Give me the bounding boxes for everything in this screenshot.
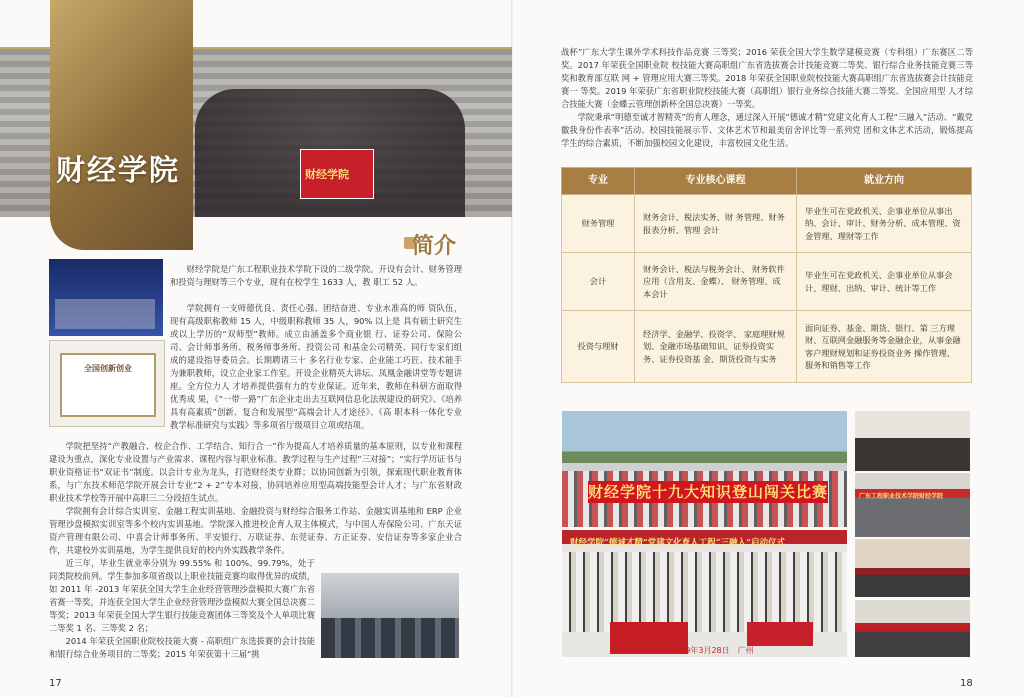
- table-cell-career: 毕业生可在党政机关、企事业单位从事出纳、会计、审计、财务分析、成本管理、资金管理、理财等工作: [797, 195, 972, 253]
- hiking-event-photo: [562, 411, 847, 527]
- photo-banner: [300, 149, 374, 199]
- table-header-courses: 专业核心课程: [635, 168, 797, 195]
- ceremony-banner: [747, 622, 813, 646]
- classroom-photo: [321, 573, 459, 658]
- certificate-frame: [60, 353, 156, 417]
- culture-paragraph: 学院秉承“明德至诚才智精英”的育人理念，通过深入开展“德诚才精”党建文化育人工程“三融入”活动、“戴党徽我身份作表率”活动、校园技能展示节、文体艺术节和最美宿舍评比等一系列党 团和文体艺术活动，锻炼提高学生的综合素质，不断加强校园文化建设，丰富校园文化生活。: [561, 112, 973, 148]
- table-cell-major: 投资与理财: [562, 311, 635, 383]
- section-heading: 简介: [412, 229, 456, 260]
- launch-ceremony-photo: [562, 530, 847, 657]
- intro-paragraph-3: 学院把坚持“产教融合、校企合作、工学结合、知行合一”作为提高人才培养质量的基本原则，以专业和课程建设为重点，深化专业设置与产业需求、课程内容与职业标准、教学过程与生产过程“三对接”；“实行学历证书与职业资格证书“双证书”制度。以会计专业为龙头，打造财经类专业群；以协同创新为引领，探索现代职业教育体系，与广东技术师范学院开展会计专业“2 + 2”专本对接，协同培养应用型高端技能型会计人才；与广东省财政职业技术学校等开展中高职三二分段招生试点。: [49, 441, 462, 503]
- classroom-desks: [321, 618, 459, 658]
- page-number-left: 17: [49, 678, 62, 689]
- activity-photo-4: [855, 600, 970, 657]
- table-cell-major: 财务管理: [562, 195, 635, 253]
- table-header-major: 专业: [562, 168, 635, 195]
- photo-banner-text: 财经学院: [305, 168, 349, 181]
- hiking-banner: 财经学院十九大知识登山闯关比赛: [588, 483, 829, 501]
- table-row: [562, 311, 972, 383]
- ceremony-backdrop: [562, 530, 847, 548]
- gold-title-block: [50, 0, 193, 250]
- intro-paragraph-5: 近三年，毕业生就业率分别为 99.55% 和 100%、99.79%，处于同类院校前列。学生参加多项省级以上职业技能竞赛均取得优异的成绩，如 2011 年 -2013 年荣获全国大学生企业经营管理沙盘模拟大赛广东省省赛一等奖，并连获全国大学生企业经营管理沙盘模拟大赛全国总决赛二等奖；2013 年荣获全国大学生银行技能竞赛团体三等奖及个人单项比赛二等奖 1 名、三等奖 2 名；: [49, 558, 315, 633]
- table-header-career: 就业方向: [797, 168, 972, 195]
- intro-paragraph-4: 学院拥有会计综合实训室、金融工程实训基地、金融投资与财经综合服务工作站、金融实训基地和 ERP 企业管理沙盘模拟实训室等多个校内实训基地。学院深入推进校企育人双主体模式，与中国人寿保险公司、广东天证资产管理有限公司、中喜会计师事务所、平安银行、万联证券、东莞证券、方正证券、安信证券等多家企业合作，共建校外实训基地，为学生提供良好的校内外实践教学条件。: [49, 506, 462, 555]
- award-photo: [49, 259, 163, 336]
- table-cell-courses: 经济学、金融学、投资学、 家庭理财规划、金融市场基础知识、证券投资实务、证券投资基 金、期货投资与实务: [635, 311, 797, 383]
- majors-table: [561, 167, 972, 383]
- page-title: 财经学院: [56, 153, 181, 187]
- table-header-row: [562, 168, 972, 195]
- intro-paragraph-1: 财经学院是广东工程职业技术学院下设的二级学院。开设有会计、财务管理和投资与理财等三个专业，现有在校学生 1633 人，教 职工 52 人。: [170, 264, 462, 287]
- intro-paragraph-2: 学院拥有一支师德优良、责任心强、团结奋进、专业水准高的师 资队伍，现有高级职称教师 15 人，中级职称教师 35 人，90% 以上是 具有硕士研究生或以上学历的“双师型”教师。成立由涵盖多个商业银 行、证券公司、保险公司、会计师事务所、税务师事务所、投资公司 和基金公司精英、同行专家们组成的建设指导委员会。长期聘请三十 多名行业专家、企业能工巧匠、技术能手为兼职教师，设立企业家工作室。开设企业精英大讲坛、凤凰金融讲堂等专题讲座。全方位力人 才培养提供强有力的专业保证。近年来，教师在科研方面取得优秀成 果，《“一带一路”广东企业走出去互联网信息化法规建设的研究》、《培养具有高素质”创新、复合和发展型”高端会计人才途径》、《高 职本科一体化专业教学标准研究与实践》等多项省厅级项目立项或结项。: [170, 303, 462, 430]
- award-stage: [55, 299, 155, 329]
- page-number-right: 18: [960, 678, 973, 689]
- table-row: [562, 253, 972, 311]
- activity-photo-2: [855, 473, 970, 537]
- table-cell-career: 毕业生可在党政机关、企事业单位从事会计、理财、出纳、审计、统计等工作: [797, 253, 972, 311]
- table-cell-major: 会计: [562, 253, 635, 311]
- activity-banner-text: 广东工程职业技术学院财经学院: [859, 493, 944, 500]
- table-cell-courses: 财务会计、税法与税务会计、 财务软件应用（含用友、金蝶）、 财务管理、成本会计: [635, 253, 797, 311]
- ceremony-crowd: [562, 552, 847, 632]
- table-row: [562, 195, 972, 253]
- activity-photo-1: [855, 411, 970, 471]
- table-cell-courses: 财务会计、税法实务、财 务管理、财务报表分析、管理 会计: [635, 195, 797, 253]
- photo-date: 2019年3月28日 广州: [670, 646, 754, 655]
- ceremony-backdrop-text: 财经学院“德诚才精”党建文化育人工程“三融入”启动仪式: [570, 538, 786, 548]
- table-cell-career: 面向证券、基金、期货、银行、第 三方理财、互联网金融服务等金融企业，从事金融客户理财规划和证券投资业务 操作管理、服务和销售等工作: [797, 311, 972, 383]
- achievements-paragraph: 战杯”广东大学生课外学术科技作品竞赛 三等奖；2016 荣获全国大学生数学建模竞赛（专科组）广东赛区二等奖。2017 年荣获全国职业院 校技能大赛高职组广东省选拔赛会计技能竞赛二等奖、银行综合业务技能竞赛三等奖和教育部互联 网 + 管理应用大赛三等奖。2018 年荣获全国职业院校技能大赛高职组广东省选拔赛会计技能竞赛一 等奖。2019 年荣获广东省职业院校技能大赛（高职组）银行业务综合技能大赛二等奖、全国应用型 人才综合技能大赛（金蝶云管理创新杯全国总决赛）一等奖。: [561, 47, 973, 109]
- activity-photo-3: [855, 539, 970, 597]
- certificate-title: 全国创新创业: [84, 364, 132, 373]
- certificate-photo: [49, 340, 165, 427]
- intro-paragraph-6: 2014 年荣获全国职业院校技能大赛 - 高职组广东选拔赛的会计技能和银行综合业务项目的二等奖；2015 年荣获第十三届“挑: [49, 636, 315, 659]
